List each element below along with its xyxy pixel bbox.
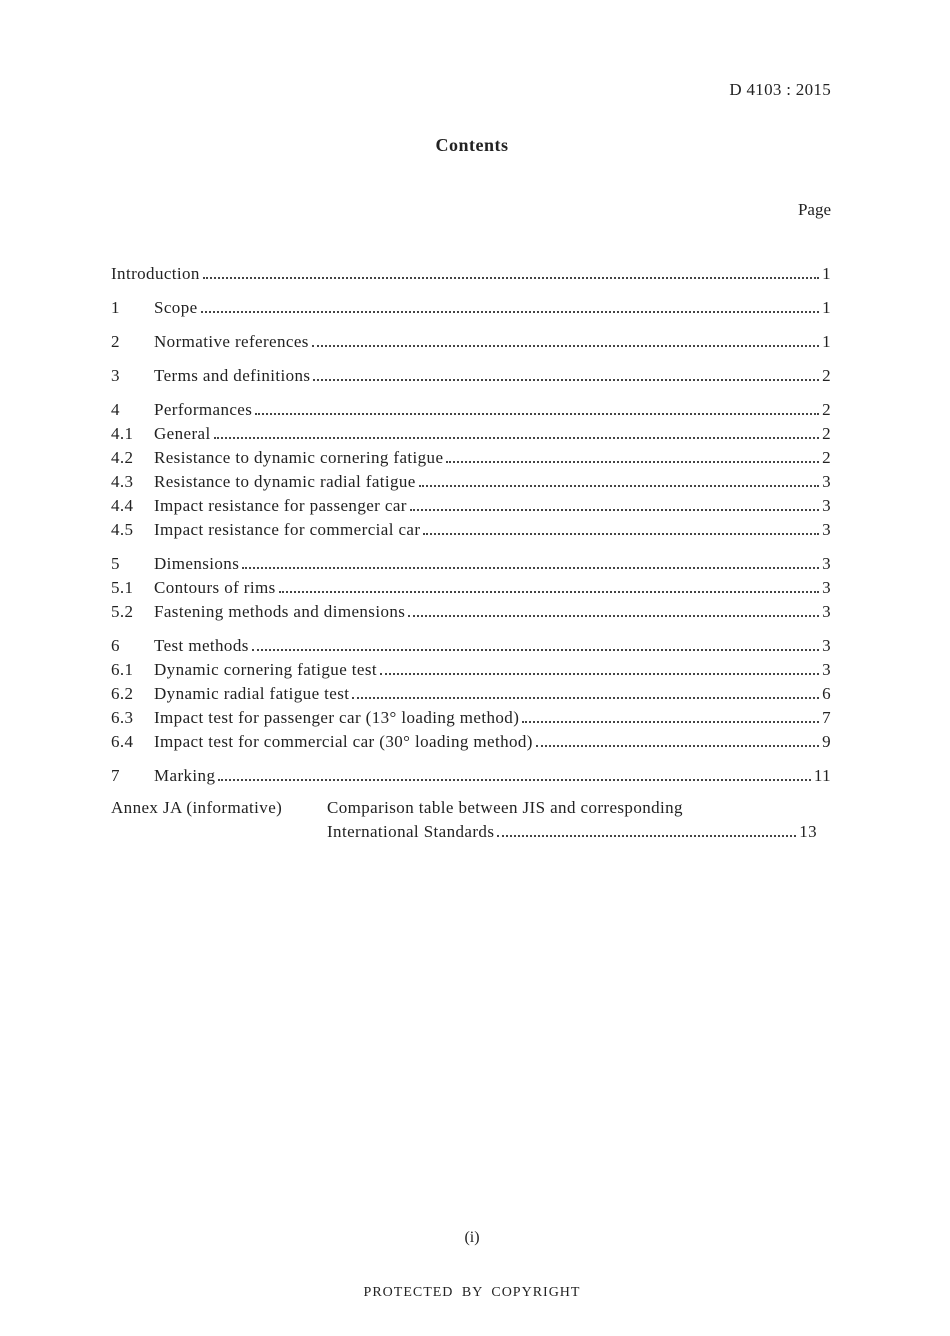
- toc-entry-number: 1: [111, 298, 120, 317]
- copyright-notice: PROTECTED BY COPYRIGHT: [363, 1285, 581, 1300]
- toc-entry-page: 11: [813, 766, 831, 785]
- toc-entry-label: Dynamic cornering fatigue test: [154, 660, 378, 679]
- toc-entry-number: 6.1: [111, 660, 134, 679]
- toc-entry[interactable]: [111, 730, 831, 754]
- toc-entry[interactable]: [111, 518, 831, 542]
- annex-label: Annex JA (informative): [111, 798, 283, 817]
- page-title: Contents: [435, 135, 509, 155]
- toc-entry-label: Dynamic radial fatigue test: [154, 684, 350, 703]
- toc-entry-page: 6: [822, 684, 831, 703]
- annex-title-line: Comparison table between JIS and corresponding: [327, 798, 683, 817]
- toc-entry-page: 7: [822, 708, 831, 727]
- toc-entry-label: Marking: [154, 766, 216, 785]
- toc-entry-label: Contours of rims: [154, 578, 276, 597]
- toc-entry-label: Resistance to dynamic radial fatigue: [154, 472, 416, 491]
- toc-entry[interactable]: [111, 296, 831, 320]
- dot-leader: [252, 649, 819, 651]
- toc-entry-page: 3: [822, 496, 831, 515]
- toc-entry-label: Fastening methods and dimensions: [154, 602, 406, 621]
- toc-entry-label: Performances: [154, 400, 253, 419]
- toc-entry-number: 6.4: [111, 732, 134, 751]
- toc-entry[interactable]: [111, 446, 831, 470]
- toc-entry-label: Scope: [154, 298, 198, 317]
- toc-entry[interactable]: [111, 494, 831, 518]
- toc-entry-number: 6.2: [111, 684, 134, 703]
- dot-leader: [214, 437, 819, 439]
- toc-entry-number: 5.1: [111, 578, 134, 597]
- toc-entry-number: 4.4: [111, 496, 134, 515]
- toc-entry-label: Impact resistance for commercial car: [154, 520, 421, 539]
- dot-leader: [203, 277, 819, 279]
- toc-entry-number: 4.3: [111, 472, 134, 491]
- toc-entry-label: Normative references: [154, 332, 309, 351]
- toc-entry[interactable]: [111, 552, 831, 576]
- toc-entry-label: Impact test for commercial car (30° loading method): [154, 732, 533, 751]
- document-code: D 4103 : 2015: [729, 80, 831, 99]
- dot-leader: [522, 721, 819, 723]
- toc-entry-page: 2: [822, 366, 831, 385]
- dot-leader: [446, 461, 819, 463]
- toc-entry-page: 3: [822, 602, 831, 621]
- toc-entry-label: Terms and definitions: [154, 366, 311, 385]
- dot-leader: [312, 345, 819, 347]
- toc-entry[interactable]: [111, 330, 831, 354]
- dot-leader: [313, 379, 819, 381]
- dot-leader: [352, 697, 819, 699]
- toc-entry[interactable]: [111, 364, 831, 388]
- dot-leader: [255, 413, 819, 415]
- toc-entry-number: 2: [111, 332, 120, 351]
- toc-entry-number: 4.5: [111, 520, 134, 539]
- toc-entry[interactable]: [111, 576, 831, 600]
- dot-leader: [419, 485, 819, 487]
- footer-page-number: (i): [464, 1229, 480, 1246]
- toc-entry-page: 3: [822, 660, 831, 679]
- toc-entry[interactable]: [111, 422, 831, 446]
- table-of-contents: [111, 262, 831, 788]
- toc-entry-page: 1: [822, 332, 831, 351]
- toc-entry-page: 3: [822, 472, 831, 491]
- toc-entry-label: Introduction: [111, 264, 200, 283]
- toc-entry-introduction[interactable]: [111, 262, 831, 286]
- toc-entry-page: 3: [822, 636, 831, 655]
- dot-leader: [242, 567, 819, 569]
- toc-entry-number: 3: [111, 366, 120, 385]
- toc-entry-annex[interactable]: [327, 796, 817, 844]
- toc-entry-number: 7: [111, 766, 120, 785]
- dot-leader: [279, 591, 819, 593]
- dot-leader: [410, 509, 819, 511]
- toc-entry[interactable]: [111, 600, 831, 624]
- toc-entry-page: 2: [822, 424, 831, 443]
- toc-entry-number: 4: [111, 400, 120, 419]
- toc-entry[interactable]: [111, 658, 831, 682]
- toc-entry-number: 6: [111, 636, 120, 655]
- toc-entry-page: 3: [822, 554, 831, 573]
- toc-entry[interactable]: [111, 470, 831, 494]
- toc-entry[interactable]: [111, 682, 831, 706]
- dot-leader: [408, 615, 819, 617]
- annex-title-line: International Standards 13: [327, 820, 817, 844]
- dot-leader: [497, 835, 796, 837]
- toc-entry-label: General: [154, 424, 211, 443]
- toc-entry-label: Test methods: [154, 636, 249, 655]
- toc-entry-page: 2: [822, 448, 831, 467]
- toc-entry-label: Resistance to dynamic cornering fatigue: [154, 448, 444, 467]
- toc-entry[interactable]: [111, 398, 831, 422]
- toc-entry-number: 6.3: [111, 708, 134, 727]
- toc-entry-label: Impact test for passenger car (13° loading method): [154, 708, 520, 727]
- toc-entry[interactable]: [111, 634, 831, 658]
- toc-entry-page: 1: [822, 298, 831, 317]
- dot-leader: [536, 745, 819, 747]
- toc-entry-page: 1: [822, 264, 831, 283]
- toc-entry-label: Impact resistance for passenger car: [154, 496, 407, 515]
- toc-entry-page: 3: [822, 520, 831, 539]
- dot-leader: [380, 673, 819, 675]
- toc-entry-number: 4.1: [111, 424, 134, 443]
- toc-entry-page: 3: [822, 578, 831, 597]
- toc-entry-page: 9: [822, 732, 831, 751]
- toc-entry-number: 5.2: [111, 602, 134, 621]
- dot-leader: [218, 779, 810, 781]
- toc-entry[interactable]: [111, 764, 831, 788]
- dot-leader: [201, 311, 820, 313]
- page-column-label: Page: [797, 200, 831, 219]
- toc-entry[interactable]: [111, 706, 831, 730]
- toc-entry-page: 13: [799, 822, 817, 841]
- toc-entry-label: Dimensions: [154, 554, 240, 573]
- toc-entry-number: 5: [111, 554, 120, 573]
- toc-entry-number: 4.2: [111, 448, 134, 467]
- toc-entry-page: 2: [822, 400, 831, 419]
- dot-leader: [423, 533, 819, 535]
